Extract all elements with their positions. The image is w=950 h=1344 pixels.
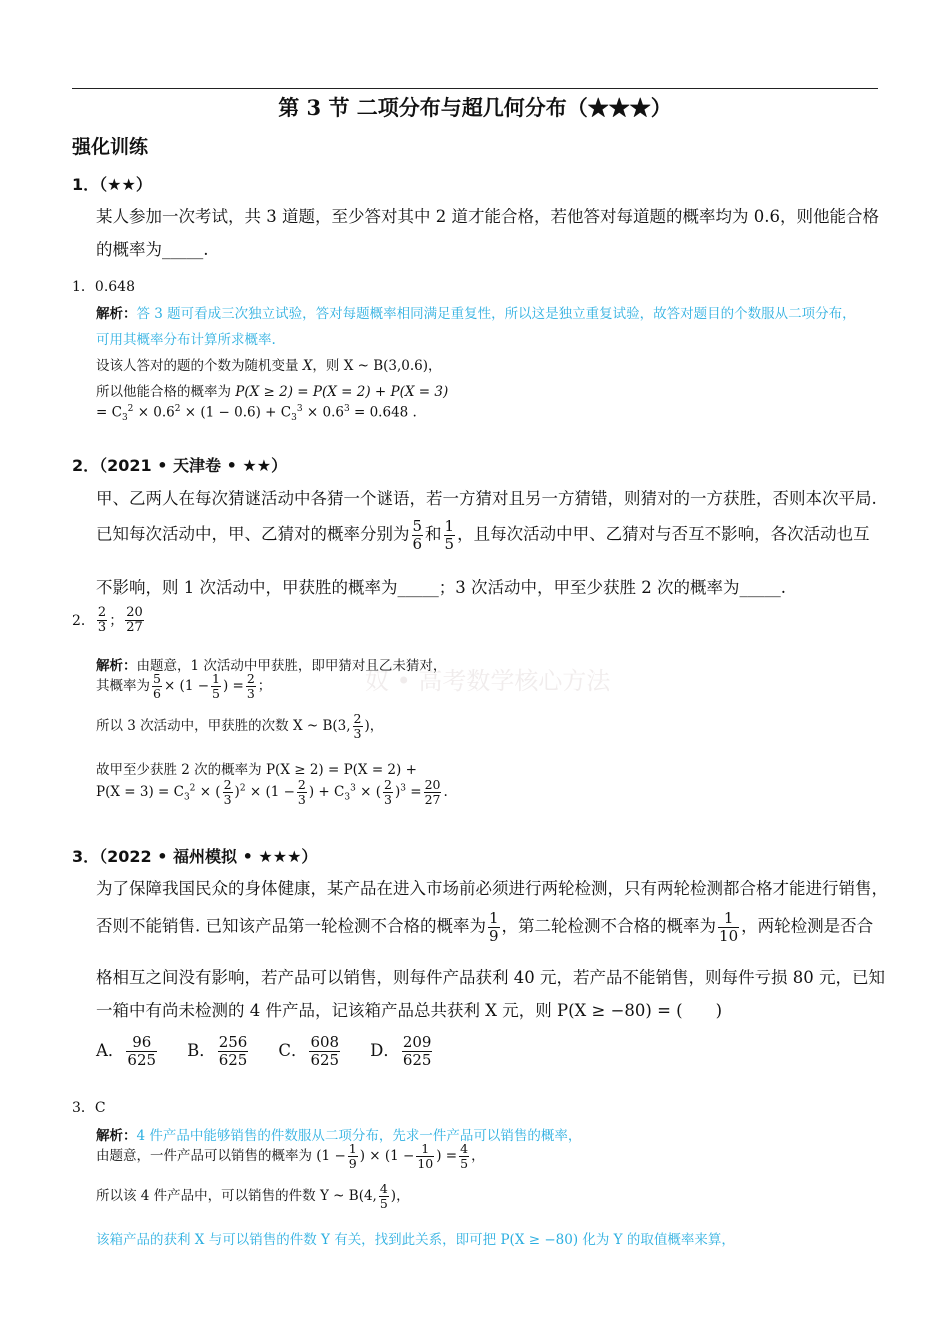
q2-solution-line5: $P(X = 3) = C_3^2$ × ( $\frac{2}{3}$ )$^2$ × (1 − $\frac{2}{3}$ ) + $C_3^3$ × ( $\frac{2}{3}$ )$^3$ = $\frac{20}{27}$ . (96, 777, 448, 807)
q2-solution-line4: 故甲至少获胜 2 次的概率为 P(X ≥ 2) = P(X = 2) + (96, 762, 417, 778)
q3-solution-hint2: 该箱产品的获利 X 与可以销售的件数 Y 有关，找到此关系，即可把 P(X ≥ −80) 化为 Y 的取值概率来算， (96, 1232, 735, 1248)
q2-text-line3: 不影响，则 1 次活动中，甲获胜的概率为_____；3 次活动中，甲至少获胜 2 次的概率为_____. (96, 578, 786, 597)
q3-solution-hint1: 解析：4 件产品中能够销售的件数服从二项分布，先求一件产品可以销售的概率， (96, 1128, 582, 1144)
q1-text-line1: 某人参加一次考试，共 3 道题，至少答对其中 2 道才能合格，若他答对每道题的概率均为 0.6，则他能合格 (96, 207, 879, 226)
q3-text-line1: 为了保障我国民众的身体健康，某产品在进入市场前必须进行两轮检测，只有两轮检测都合格才能进行销售， (96, 879, 888, 898)
q2-text-line2: 已知每次活动中，甲、乙猜对的概率分别为 $\frac{5}{6}$ 和 $\frac{1}{5}$ ，且每次活动中甲、乙猜对与否互不影响，各次活动也互 (96, 517, 870, 553)
q1-text-line2: 的概率为_____. (96, 240, 209, 259)
q3-text-line3: 格相互之间没有影响，若产品可以销售，则每件产品获利 40 元，若产品不能销售，则每件亏损 80 元，已知 (96, 968, 885, 987)
q3-solution-label: 解析： (96, 1128, 137, 1144)
q1-heading: 1．（★★） (72, 175, 152, 194)
q1-solution-hint2: 可用其概率分布计算所求概率. (96, 332, 276, 348)
q3-solution-line3: 所以该 4 件产品中，可以销售的件数 Y ~ B(4, $\frac{4}{5}$ )， (96, 1181, 410, 1211)
q2-solution-line2: 其概率为 $\frac{5}{6}$ × (1 − $\frac{1}{5}$ ) = $\frac{2}{3}$ ； (96, 671, 272, 701)
q2-text-line1: 甲、乙两人在每次猜谜活动中各猜一个谜语，若一方猜对且另一方猜错，则猜对的一方获胜，否则本次平局. (96, 489, 877, 508)
q3-text-line2: 否则不能销售. 已知该产品第一轮检测不合格的概率为 $\frac{1}{9}$ ，第二轮检测不合格的概率为 $\frac{1}{10}$ ，两轮检测是否合 (96, 909, 874, 945)
q3-options (96, 1034, 434, 1068)
q2-answer: 2． $\frac{2}{3}$ ； $\frac{20}{27}$ (72, 605, 143, 636)
q1-solution-line4: 所以他能合格的概率为 P(X ≥ 2) = P(X = 2) + P(X = 3) (96, 384, 449, 400)
watermark: 奴 • 高考数学核心方法 (365, 667, 611, 695)
option-d[interactable]: D． $\frac{209}{625}$ (370, 1033, 432, 1069)
section-heading: 强化训练 (72, 136, 149, 158)
q1-solution-line5: = $C_3^2 \times 0.6^2 \times (1 - 0.6) + C_3^3 \times 0.6^3 = 0.648$ . (96, 404, 417, 424)
q2-solution-line1: 解析：由题意，1 次活动中甲获胜，即甲猜对且乙未猜对， (96, 658, 447, 674)
q2-solution-label: 解析： (96, 658, 137, 674)
q1-solution-line3: 设该人答对的题的个数为随机变量 X，则 X ~ B(3,0.6)， (96, 358, 442, 374)
q1-solution-hint1: 解析：答 3 题可看成三次独立试验，答对每题概率相同满足重复性，所以这是独立重复试验，故答对题目的个数服从二项分布， (96, 306, 856, 322)
q3-text-line4: 一箱中有尚未检测的 4 件产品，记该箱产品总共获利 X 元，则 P(X ≥ −80) = ( ) (96, 1001, 723, 1020)
option-c[interactable]: C． $\frac{608}{625}$ (278, 1033, 340, 1069)
q2-heading: 2．（2021 • 天津卷 • ★★） (72, 456, 288, 475)
fraction: $\frac{5}{6}$ (412, 517, 423, 553)
page-title: 第 3 节 二项分布与超几何分布（★★★） (278, 95, 672, 120)
q3-solution-line2: 由题意，一件产品可以销售的概率为 (1 − $\frac{1}{9}$ ) × (1 − $\frac{1}{10}$ ) = $\frac{4}{5}$ ， (96, 1141, 485, 1171)
header-rule (72, 88, 878, 89)
q2-solution-line3: 所以 3 次活动中，甲获胜的次数 X ~ B(3, $\frac{2}{3}$ )， (96, 711, 384, 741)
option-a[interactable]: A． $\frac{96}{625}$ (96, 1033, 157, 1069)
q3-heading: 3．（2022 • 福州模拟 • ★★★） (72, 847, 318, 866)
fraction: $\frac{1}{5}$ (444, 517, 455, 553)
q3-answer: 3．C (72, 1100, 106, 1116)
q1-answer: 1．0.648 (72, 279, 135, 295)
q1-solution-label: 解析： (96, 306, 137, 322)
option-b[interactable]: B． $\frac{256}{625}$ (187, 1033, 248, 1069)
